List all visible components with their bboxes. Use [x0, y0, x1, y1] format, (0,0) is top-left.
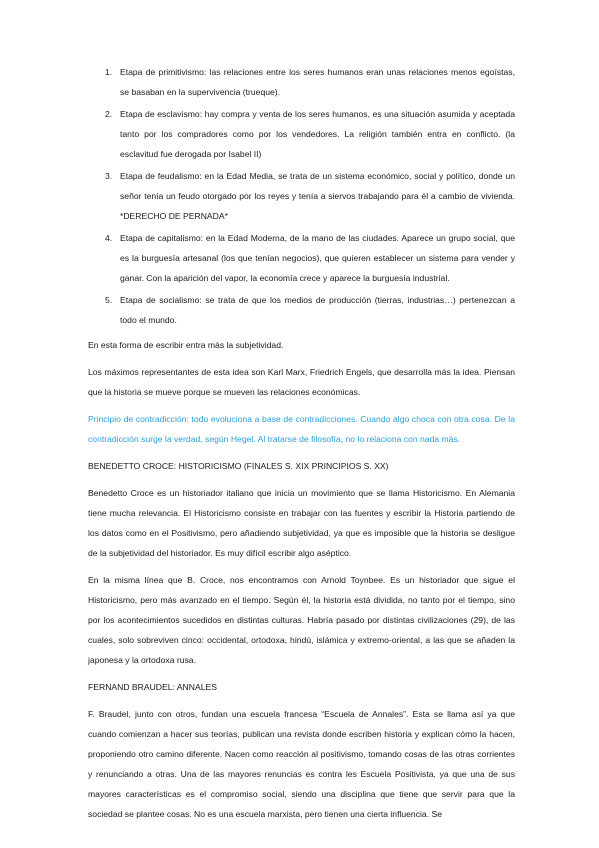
list-item — [88, 62, 515, 102]
section-heading-croce: BENEDETTO CROCE: HISTORICISMO (FINALES S. XIX PRINCIPIOS S. XX) — [88, 461, 389, 471]
list-number: 1. — [105, 67, 113, 77]
paragraph-braudel: F. Braudel, junto con otros, fundan una escuela francesa “Escuela de Annales”. Esta se llama así ya que cuando comienzan a hacer sus teorías, publican una revista donde escriben historia y explican cómo la hacen, proponiendo otro camino diferente. Nacen como reacción al positivismo, tomando cosas de las otras corrientes y renunciando a otras. Una de las mayores renuncias es contra les Escuela Positivista, ya que una de sus mayores características es el compromiso social, siendo una disciplina que tiene que servir para que la sociedad se plantee cosas. No es una escuela marxista, pero tienen una cierta influencia. Se — [88, 709, 515, 819]
list-number: 3. — [105, 171, 113, 181]
paragraph-representatives: Los máximos representantes de esta idea son Karl Marx, Friedrich Engels, que desarrolla más la idea. Piensan que la historia se mueve porque se mueven las relaciones económicas. — [88, 367, 515, 397]
list-text: Etapa de esclavismo: hay compra y venta de los seres humanos, es una situación asumida y aceptada tanto por los compradores como por los vendedores. La religión también entra en conflicto. (la esclavitud fue derogada por Isabel II) — [120, 109, 515, 159]
list-text: Etapa de socialismo: se trata de que los medios de producción (tierras, industrias…) pertenezcan a todo el mundo. — [120, 295, 515, 325]
paragraph-contradiction-principle: Principio de contradicción: todo evoluciona a base de contradicciones. Cuando algo choca con otra cosa. De la contradicción surge la verdad, según Hegel. Al tratarse de filosofía, no lo relaciona con nada más. — [88, 414, 515, 444]
list-number: 4. — [105, 233, 113, 243]
list-item — [88, 290, 515, 330]
list-number: 5. — [105, 295, 113, 305]
list-text: Etapa de primitivismo: las relaciones entre los seres humanos eran unas relaciones menos egoístas, se basaban en la supervivencia (trueque). — [120, 67, 515, 97]
list-text: Etapa de feudalismo: en la Edad Media, se trata de un sistema económico, social y político, donde un señor tenía un feudo otorgado por los reyes y tenía a siervos trabajando para él a cambio de vivienda. *DERECHO DE PERNADA* — [120, 171, 515, 221]
list-item — [88, 104, 515, 164]
stages-list — [88, 62, 515, 330]
list-number: 2. — [105, 109, 113, 119]
paragraph-subjectivity: En esta forma de escribir entra más la subjetividad. — [88, 340, 284, 350]
list-text: Etapa de capitalismo: en la Edad Moderna, de la mano de las ciudades. Aparece un grupo social, que es la burguesía artesanal (los que tenían negocios), que quieren establecer un sistema para vender y ganar. Con la aparición del vapor, la economía crece y aparece la burguesía industrial. — [120, 233, 515, 283]
section-heading-braudel: FERNAND BRAUDEL: ANNALES — [88, 682, 217, 692]
list-item — [88, 166, 515, 226]
paragraph-toynbee: En la misma línea que B. Croce, nos encontramos con Arnold Toynbee. Es un historiador que sigue el Historicismo, pero más avanzado en el tiempo. Según él, la historia está dividida, no tanto por el tiempo, sino por los acontecimientos sucedidos en distintas culturas. Habría pasado por distintas civilizaciones (29), de las cuales, solo sobreviven cinco: occidental, ortodoxa, hindú, islámica y extremo-oriental, a las que se añaden la japonesa y la ortodoxa rusa. — [88, 575, 515, 665]
list-item — [88, 228, 515, 288]
paragraph-croce: Benedetto Croce es un historiador italiano que inicia un movimiento que se llama Historicismo. En Alemania tiene mucha relevancia. El Historicismo consiste en trabajar con las fuentes y escribir la Historia partiendo de los datos como en el Positivismo, pero añadiendo subjetividad, ya que es imposible que la historia se desligue de la subjetividad del historiador. Es muy difícil escribir algo aséptico. — [88, 488, 515, 558]
